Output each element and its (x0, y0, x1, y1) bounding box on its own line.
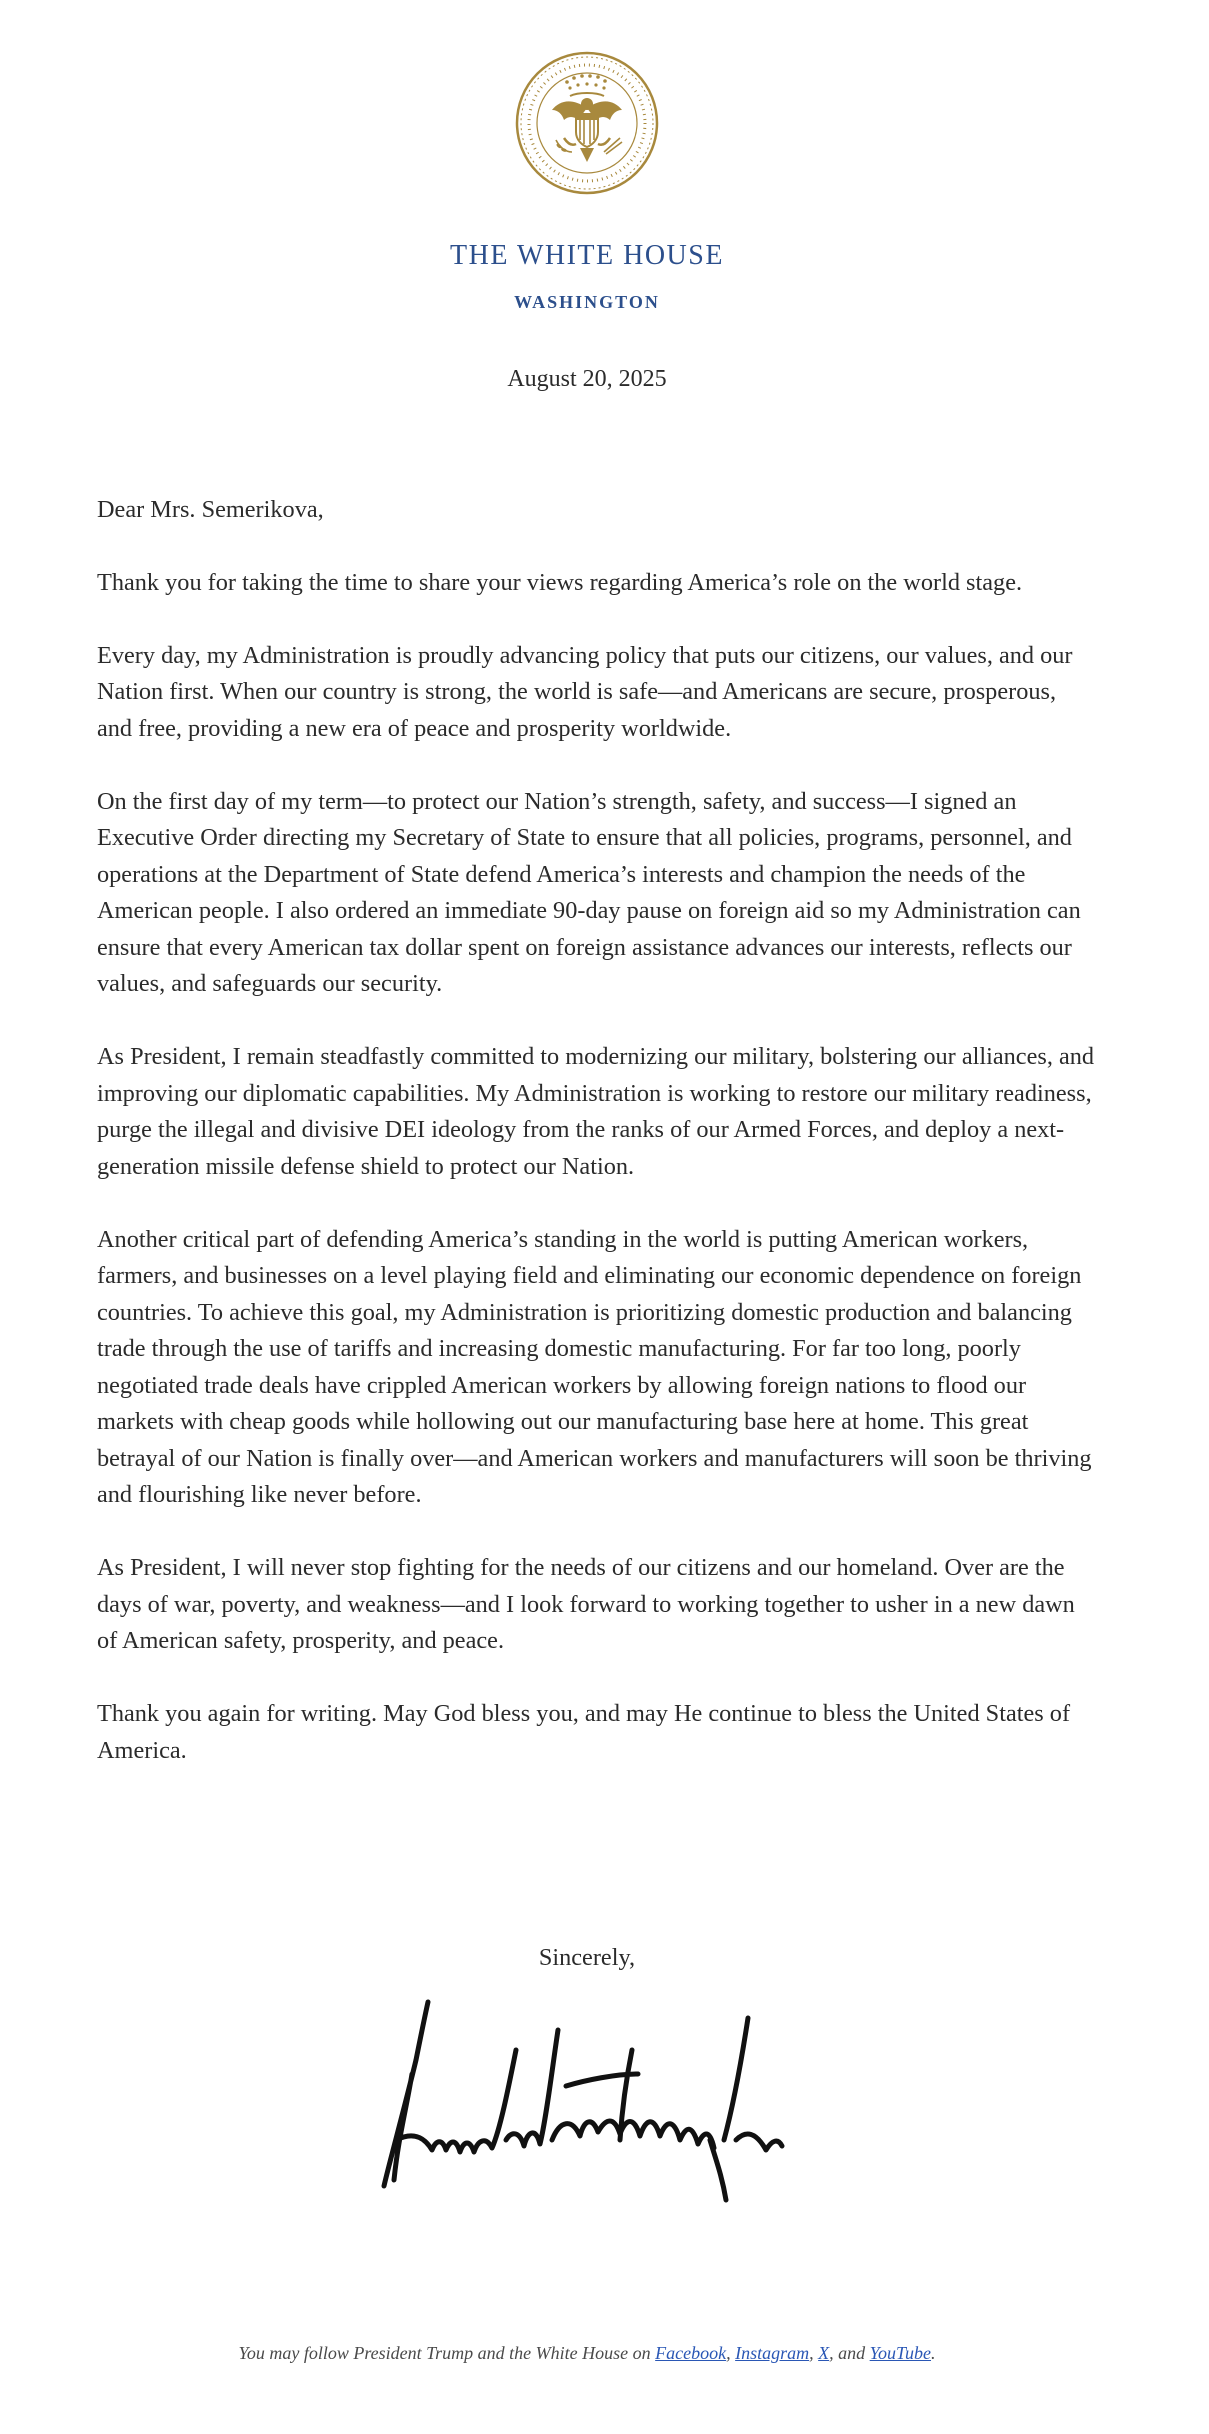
handwritten-signature-icon (376, 1990, 786, 2210)
letter-body (97, 492, 1097, 1806)
facebook-link[interactable]: Facebook (655, 2343, 727, 2363)
paragraph: Thank you again for writing. May God bless you, and may He continue to bless the United States of America. (97, 1700, 1071, 1764)
paragraph: Thank you for taking the time to share your views regarding America’s role on the world stage. (97, 568, 1023, 596)
closing: Sincerely, (538, 1944, 636, 1971)
footer-prefix: You may follow President Trump and the White House on (238, 2343, 656, 2363)
letterhead-subtitle: WASHINGTON (514, 292, 660, 312)
instagram-link[interactable]: Instagram (735, 2343, 810, 2363)
presidential-seal-icon (512, 48, 662, 198)
paragraph: As President, I will never stop fighting for the needs of our citizens and our homeland. Over are the days of war, poverty, and weakness—and I look forward to working together to usher in a new dawn of American safety, prosperity, and peace. (97, 1554, 1075, 1654)
paragraph: On the first day of my term—to protect our Nation’s strength, safety, and success—I signed an Executive Order directing my Secretary of State to ensure that all policies, programs, personnel, and operations at the Department of State defend America’s interests and champion the needs of the American people. I also ordered an immediate 90-day pause on foreign aid so my Administration can ensure that every American tax dollar spent on foreign assistance advances our interests, reflects our values, and safeguards our security. (97, 787, 1081, 997)
youtube-link[interactable]: YouTube (869, 2343, 932, 2363)
letterhead-title: THE WHITE HOUSE (450, 240, 724, 271)
paragraph: As President, I remain steadfastly committed to modernizing our military, bolstering our alliances, and improving our diplomatic capabilities. My Administration is working to restore our military readiness, purge the illegal and divisive DEI ideology from the ranks of our Armed Forces, and deploy a next-generation missile defense shield to protect our Nation. (97, 1043, 1095, 1180)
x-link[interactable]: X (818, 2343, 830, 2363)
salutation: Dear Mrs. Semerikova, (97, 496, 324, 523)
footer-note: You may follow President Trump and the White House on Facebook, Instagram, X, and YouTube. (238, 2343, 936, 2363)
paragraph: Every day, my Administration is proudly advancing policy that puts our citizens, our values, and our Nation first. When our country is strong, the world is safe—and Americans are secure, prosperous, and free, providing a new era of peace and prosperity worldwide. (97, 641, 1073, 742)
letter-date: August 20, 2025 (507, 366, 667, 392)
paragraph: Another critical part of defending America’s standing in the world is putting American workers, farmers, and businesses on a level playing field and eliminating our economic dependence on foreign countries. To achieve this goal, my Administration is prioritizing domestic production and balancing trade through the use of tariffs and increasing domestic manufacturing. For far too long, poorly negotiated trade deals have crippled American workers by allowing foreign nations to flood our markets with cheap goods while hollowing out our manufacturing base here at home. This great betrayal of our Nation is finally over—and American workers and manufacturers will soon be thriving and flourishing like never before. (97, 1225, 1092, 1508)
